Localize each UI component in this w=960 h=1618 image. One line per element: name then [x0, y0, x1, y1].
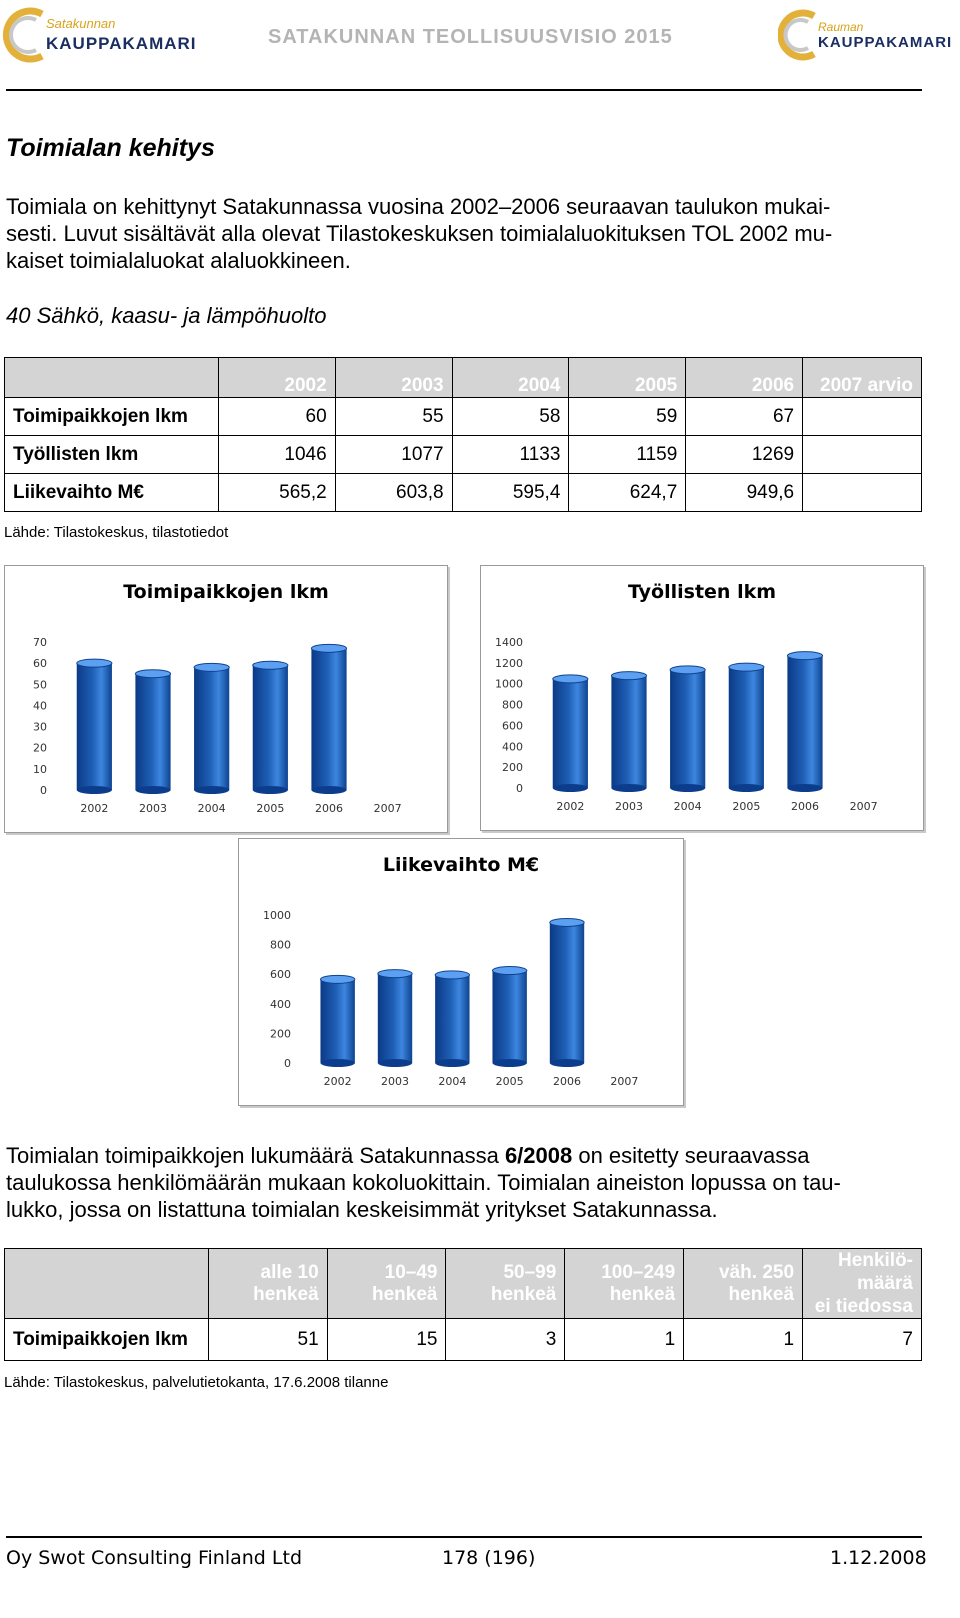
y-tick-label: 50: [33, 678, 47, 692]
x-tick-label: 2003: [139, 802, 167, 815]
x-tick-label: 2002: [556, 800, 585, 813]
footer-date: 1.12.2008: [830, 1547, 927, 1569]
size-class-table: [4, 1248, 922, 1361]
x-tick-label: 2005: [732, 800, 761, 813]
text-span: Toimialan toimipaikkojen lukumäärä Satakunnassa: [6, 1143, 505, 1168]
bar: [77, 659, 112, 794]
y-tick-label: 1000: [263, 909, 291, 922]
footer-page-number: 178 (196): [442, 1547, 536, 1569]
table-cell: 1269: [686, 436, 803, 474]
table-cell: [803, 436, 922, 474]
y-tick-label: 30: [33, 720, 47, 734]
table-cell: 565,2: [218, 474, 335, 512]
chart-title: Toimipaikkojen lkm: [123, 581, 329, 603]
table-header-cell: 2003: [335, 358, 452, 398]
bar-chart-svg: [5, 566, 447, 832]
y-tick-label: 1000: [495, 677, 523, 691]
y-tick-label: 200: [502, 761, 523, 775]
subsection-title: 40 Sähkö, kaasu- ja lämpöhuolto: [6, 303, 327, 328]
section-title: Toimialan kehitys: [6, 134, 215, 162]
header-divider: [6, 89, 922, 91]
y-tick-label: 20: [33, 741, 47, 755]
bar: [194, 663, 229, 794]
bar: [670, 666, 705, 792]
table-cell: 60: [218, 398, 335, 436]
table-header-cell: 2006: [686, 358, 803, 398]
bar: [135, 670, 170, 794]
table-cell: 1159: [569, 436, 686, 474]
table-row: [5, 398, 922, 436]
intro-line: Toimiala on kehittynyt Satakunnassa vuosina 2002–2006 seuraavan taulukon mukai-: [6, 194, 831, 219]
row-label: Toimipaikkojen lkm: [5, 398, 219, 436]
y-tick-label: 40: [33, 699, 47, 713]
intro-line: kaiset toimialaluokat alaluokkineen.: [6, 248, 351, 273]
bar: [550, 918, 584, 1067]
table-header-row: [5, 1249, 922, 1319]
bar-chart-svg: [481, 566, 923, 830]
table-header-cell: 2005: [569, 358, 686, 398]
table-header-cell: [5, 358, 219, 398]
chart-tyollisten: [480, 565, 924, 831]
y-tick-label: 800: [270, 938, 291, 952]
table-cell: [803, 398, 922, 436]
x-tick-label: 2002: [323, 1075, 352, 1088]
footer-company: Oy Swot Consulting Finland Ltd: [6, 1547, 303, 1569]
bar-chart-svg: [239, 839, 683, 1105]
bar: [729, 663, 764, 792]
y-tick-label: 70: [33, 636, 47, 649]
row-label: Liikevaihto M€: [5, 474, 219, 512]
table-cell: 1133: [452, 436, 569, 474]
table-cell: 1046: [218, 436, 335, 474]
table-header-cell: 2004: [452, 358, 569, 398]
table-row: [5, 1319, 922, 1361]
y-tick-label: 600: [502, 719, 523, 733]
paragraph-line: taulukossa henkilömäärän mukaan kokoluokittain. Toimialan aineiston lopussa on tau-: [6, 1170, 841, 1195]
satakunnan-kauppakamari-logo: [2, 4, 202, 64]
table-cell: 1: [565, 1319, 684, 1361]
bar: [492, 967, 526, 1067]
y-tick-label: 10: [33, 762, 47, 776]
bar: [787, 652, 822, 792]
x-tick-label: 2005: [495, 1075, 524, 1088]
table-header-cell: väh. 250 henkeä: [684, 1249, 803, 1319]
logo-line1: Rauman: [818, 20, 864, 34]
y-tick-label: 1200: [495, 656, 523, 670]
y-tick-label: 60: [33, 657, 47, 671]
logo-arc-icon: [2, 4, 50, 64]
x-tick-label: 2005: [256, 802, 285, 815]
table-header-cell: 10–49 henkeä: [327, 1249, 446, 1319]
footer-divider: [6, 1536, 922, 1538]
date-highlight: 6/2008: [504, 1143, 573, 1168]
x-tick-label: 2003: [615, 800, 643, 813]
logo-arc-icon: [778, 4, 822, 64]
table-header-cell: 50–99 henkeä: [446, 1249, 565, 1319]
x-tick-label: 2007: [373, 802, 402, 815]
y-tick-label: 0: [516, 782, 523, 795]
row-label: Toimipaikkojen lkm: [5, 1319, 209, 1361]
x-tick-label: 2006: [553, 1075, 581, 1088]
bar: [253, 661, 288, 794]
x-tick-label: 2004: [438, 1075, 467, 1088]
table-cell: 55: [335, 398, 452, 436]
intro-line: sesti. Luvut sisältävät alla olevat Tilastokeskuksen toimialaluokituksen TOL 2002 mu-: [6, 221, 833, 246]
table-cell: 7: [803, 1319, 922, 1361]
x-tick-label: 2002: [80, 802, 109, 815]
table-cell: 15: [327, 1319, 446, 1361]
table-row: [5, 436, 922, 474]
logo-line2: KAUPPAKAMARI: [46, 34, 197, 53]
table-cell: 603,8: [335, 474, 452, 512]
chart-title: Liikevaihto M€: [382, 854, 540, 876]
table-header-cell: alle 10 henkeä: [208, 1249, 327, 1319]
table-header-cell: 2002: [218, 358, 335, 398]
table-cell: 67: [686, 398, 803, 436]
y-tick-label: 400: [270, 997, 291, 1011]
x-tick-label: 2004: [197, 802, 226, 815]
table-header-cell: [5, 1249, 209, 1319]
bar: [435, 971, 469, 1067]
x-tick-label: 2007: [849, 800, 878, 813]
bar: [320, 975, 354, 1067]
y-tick-label: 200: [270, 1027, 291, 1041]
row-label: Työllisten lkm: [5, 436, 219, 474]
chart-toimipaikkojen: [4, 565, 448, 833]
table-row: [5, 474, 922, 512]
page-header: [0, 0, 960, 92]
bar: [553, 675, 588, 792]
table-cell: 949,6: [686, 474, 803, 512]
table-cell: 595,4: [452, 474, 569, 512]
chart-liikevaihto: [238, 838, 684, 1106]
header-title: SATAKUNNAN TEOLLISUUSVISIO 2015: [268, 26, 673, 48]
table-cell: 1: [684, 1319, 803, 1361]
rauman-kauppakamari-logo: [778, 4, 958, 64]
table-header-cell: 2007 arvio: [803, 358, 922, 398]
y-tick-label: 400: [502, 740, 523, 754]
y-tick-label: 1400: [495, 636, 523, 649]
bar: [611, 672, 646, 792]
text-span: on esitetty seuraavassa: [572, 1143, 810, 1168]
source-note: Lähde: Tilastokeskus, palvelutietokanta, 17.6.2008 tilanne: [4, 1374, 389, 1391]
paragraph-line: [6, 1142, 916, 1169]
logo-line1: Satakunnan: [46, 16, 116, 31]
table-cell: 51: [208, 1319, 327, 1361]
x-tick-label: 2004: [673, 800, 702, 813]
table-cell: 3: [446, 1319, 565, 1361]
table-header-row: [5, 358, 922, 398]
table-cell: [803, 474, 922, 512]
x-tick-label: 2003: [381, 1075, 409, 1088]
y-tick-label: 600: [270, 968, 291, 982]
table-cell: 1077: [335, 436, 452, 474]
table-cell: 624,7: [569, 474, 686, 512]
source-note: Lähde: Tilastokeskus, tilastotiedot: [4, 524, 229, 541]
y-tick-label: 0: [284, 1057, 291, 1070]
y-tick-label: 800: [502, 698, 523, 712]
table-cell: 59: [569, 398, 686, 436]
x-tick-label: 2007: [610, 1075, 639, 1088]
development-table: [4, 357, 922, 512]
y-tick-label: 0: [40, 784, 47, 797]
x-tick-label: 2006: [315, 802, 343, 815]
table-header-cell: 100–249 henkeä: [565, 1249, 684, 1319]
table-header-cell: Henkilö- määrä ei tiedossa: [803, 1249, 922, 1319]
x-tick-label: 2006: [791, 800, 819, 813]
chart-title: Työllisten lkm: [627, 581, 777, 603]
logo-line2: KAUPPAKAMARI: [818, 34, 953, 51]
bar: [378, 970, 412, 1067]
table-cell: 58: [452, 398, 569, 436]
bar: [311, 644, 346, 794]
paragraph-line: lukko, jossa on listattuna toimialan keskeisimmät yritykset Satakunnassa.: [6, 1197, 718, 1222]
